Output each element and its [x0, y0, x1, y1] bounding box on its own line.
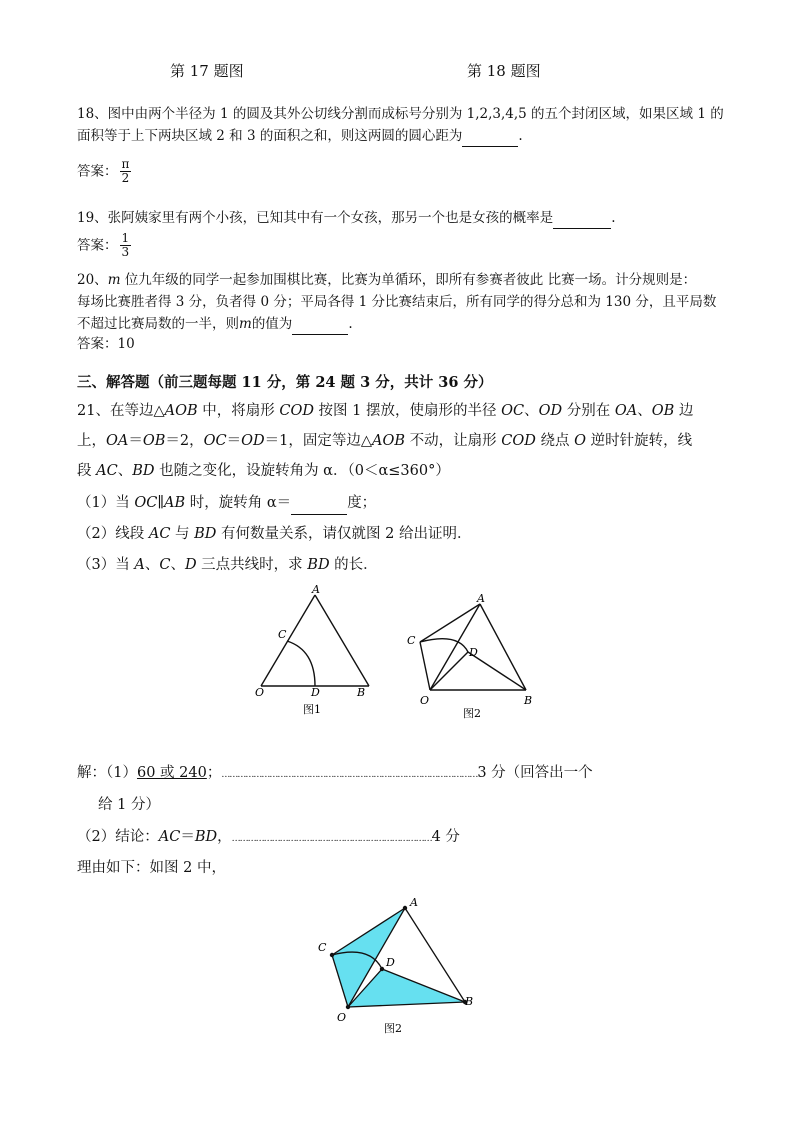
- fig1-label-B: B: [357, 686, 366, 699]
- q18-answer-fraction: $\frac{\pi}{2}$: [121, 157, 130, 185]
- q20-line1: 20、m 位九年级的同学一起参加围棋比赛，比赛为单循环，即所有参赛者彼此 比赛一场。计分规则是：: [77, 272, 697, 288]
- q20-line2: 每场比赛胜者得 3 分，负者得 0 分；平局各得 1 分比赛结束后，所有同学的得分总和为 130 分，且平局数: [77, 294, 717, 310]
- fig2-segment-AB: [480, 604, 526, 690]
- q21-part1: （1）当 OC∥AB 时，旋转角 α＝ 度；: [77, 492, 376, 515]
- fig3-label-A: A: [410, 896, 418, 909]
- q21-part1-blank: [291, 492, 347, 515]
- caption-fig17: 第 17 题图: [170, 62, 244, 80]
- q21-part3: （3）当 A、C、D 三点共线时，求 BD 的长．: [77, 557, 378, 573]
- fig2-caption: 图2: [463, 707, 481, 720]
- q19-answer: 答案： $\frac{1}{3}$: [77, 231, 130, 259]
- fig1-segment-AB: [315, 595, 369, 686]
- fig2-label-A: A: [477, 592, 485, 605]
- fig1-caption: 图1: [303, 703, 321, 716]
- fig1-label-O: O: [255, 686, 265, 699]
- fig3-label-C: C: [318, 941, 327, 954]
- figure-1: [245, 580, 385, 720]
- solution-part2: （2）结论：AC＝BD，…………………………………………………………………4 分: [77, 829, 460, 845]
- q18-blank: [462, 126, 518, 147]
- q21-part2: （2）线段 AC 与 BD 有何数量关系，请仅就图 2 给出证明．: [77, 526, 472, 542]
- q18-answer: 答案： $\frac{\pi}{2}$: [77, 157, 130, 185]
- q18-line1: 18、图中由两个半径为 1 的圆及其外公切线分割而成标号分别为 1,2,3,4,5 的五个封闭区域，如果区域 1 的: [77, 106, 724, 122]
- fig3-point-C: [330, 953, 334, 957]
- fig3-label-O: O: [337, 1011, 347, 1024]
- fig1-segment-OA: [261, 595, 315, 686]
- fig1-arc-CD: [287, 641, 315, 686]
- q18-line2: 面积等于上下两块区域 2 和 3 的面积之和，则这两圆的圆心距为 .: [77, 126, 523, 147]
- fig1-label-A: A: [312, 583, 320, 596]
- solution-part1-cont: 给 1 分）: [98, 797, 160, 813]
- q19-blank: [553, 208, 611, 229]
- fig3-point-O: [346, 1005, 350, 1009]
- fig1-label-D: D: [311, 686, 320, 699]
- fig3-shaded-regions: [332, 908, 465, 1007]
- section3-title: 三、解答题（前三题每题 11 分，第 24 题 3 分，共计 36 分）: [77, 374, 493, 391]
- fig2-segment-OC: [420, 642, 430, 690]
- q19-line1: 19、张阿姨家里有两个小孩，已知其中有一个女孩，那另一个也是女孩的概率是 .: [77, 208, 615, 229]
- figure-2: [400, 590, 550, 725]
- fig3-label-D: D: [386, 956, 395, 969]
- caption-fig18: 第 18 题图: [467, 62, 541, 80]
- fig1-label-C: C: [278, 628, 287, 641]
- fig2-label-B: B: [524, 694, 533, 707]
- solution-part1: 解：（1）60 或 240；……………………………………………………………………………………3 分（回答出一个: [77, 765, 593, 781]
- fig3-caption: 图2: [384, 1022, 402, 1035]
- q20-answer: 答案：10: [77, 336, 135, 352]
- fig3-label-B: B: [465, 995, 474, 1008]
- solution-part1-answer: 60 或 240: [136, 765, 207, 781]
- fig2-arc-CD: [420, 639, 468, 652]
- q20-line3: 不超过比赛局数的一半，则m的值为 .: [77, 314, 353, 335]
- fig2-label-D: D: [469, 646, 478, 659]
- fig2-label-C: C: [407, 634, 416, 647]
- q21-line1: 21、在等边△AOB 中，将扇形 COD 按图 1 摆放，使扇形的半径 OC、OD 分别在 OA、OB 边: [77, 403, 694, 419]
- fig2-label-O: O: [420, 694, 430, 707]
- fig3-point-A: [403, 906, 407, 910]
- q19-answer-fraction: $\frac{1}{3}$: [121, 231, 130, 259]
- figure-3: [310, 890, 490, 1040]
- q21-line3: 段 AC、BD 也随之变化，设旋转角为 α．（0＜α≤360°）: [77, 463, 450, 479]
- fig3-point-D: [380, 967, 384, 971]
- q20-blank: [292, 314, 348, 335]
- fig2-segment-AC: [420, 604, 480, 642]
- solution-part2-reason: 理由如下：如图 2 中，: [77, 860, 226, 876]
- q21-line2: 上，OA＝OB＝2，OC＝OD＝1，固定等边△AOB 不动，让扇形 COD 绕点 O 逆时针旋转，线: [77, 433, 693, 449]
